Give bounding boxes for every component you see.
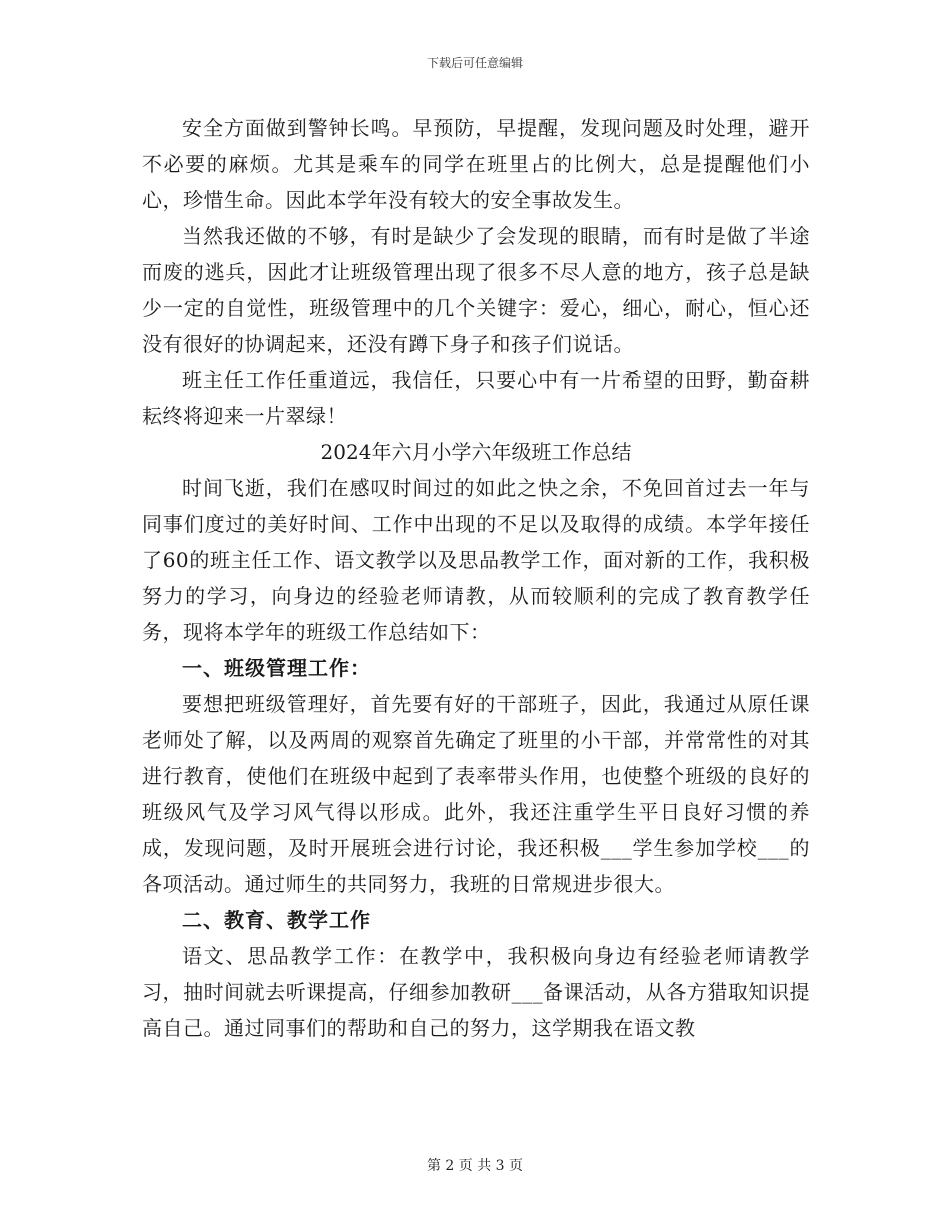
page-footer: 第 2 页 共 3 页 — [426, 1158, 524, 1174]
section-heading-teaching: 二、教育、教学工作 — [182, 908, 371, 932]
page-header: 下载后可任意编辑 — [426, 56, 523, 70]
document-title: 2024年六月小学六年级班工作总结 — [320, 440, 632, 464]
paragraph-teaching: 语文、思品教学工作：在教学中，我积极向身边有经验老师请教学习，抽时间就去听课提高，仔细参加教研___备课活动，从各方猎取知识提高自己。通过同事们的帮助和自己的努力，这学期我在语文教 — [142, 944, 810, 1040]
section-heading-class-management: 一、班级管理工作： — [182, 656, 371, 680]
paragraph-class-management: 要想把班级管理好，首先要有好的干部班子，因此，我通过从原任课老师处了解，以及两周的观察首先确定了班里的小干部，并常常性的对其进行教育，使他们在班级中起到了表率带头作用，也使整个班级的良好的班级风气及学习风气得以形成。此外，我还注重学生平日良好习惯的养成，发现问题，及时开展班会进行讨论，我还积极___学生参加学校___的各项活动。通过师生的共同努力，我班的日常规进步很大。 — [142, 692, 810, 896]
paragraph-intro: 时间飞逝，我们在感叹时间过的如此之快之余，不免回首过去一年与同事们度过的美好时间、工作中出现的不足以及取得的成绩。本学年接任了60的班主任工作、语文教学以及思品教学工作，面对新的工作，我积极努力的学习，向身边的经验老师请教，从而较顺利的完成了教育教学任务，现将本学年的班级工作总结如下： — [142, 476, 810, 644]
paragraph-conclusion: 班主任工作任重道远，我信任，只要心中有一片希望的田野，勤奋耕耘终将迎来一片翠绿！ — [142, 368, 810, 428]
document-body — [142, 110, 810, 1046]
paragraph-safety: 安全方面做到警钟长鸣。早预防，早提醒，发现问题及时处理，避开不必要的麻烦。尤其是乘车的同学在班里占的比例大，总是提醒他们小心，珍惜生命。因此本学年没有较大的安全事故发生。 — [142, 116, 810, 212]
paragraph-shortcomings: 当然我还做的不够，有时是缺少了会发现的眼睛，而有时是做了半途而废的逃兵，因此才让班级管理出现了很多不尽人意的地方，孩子总是缺少一定的自觉性，班级管理中的几个关键字：爱心，细心，耐心，恒心还没有很好的协调起来，还没有蹲下身子和孩子们说话。 — [142, 224, 810, 356]
